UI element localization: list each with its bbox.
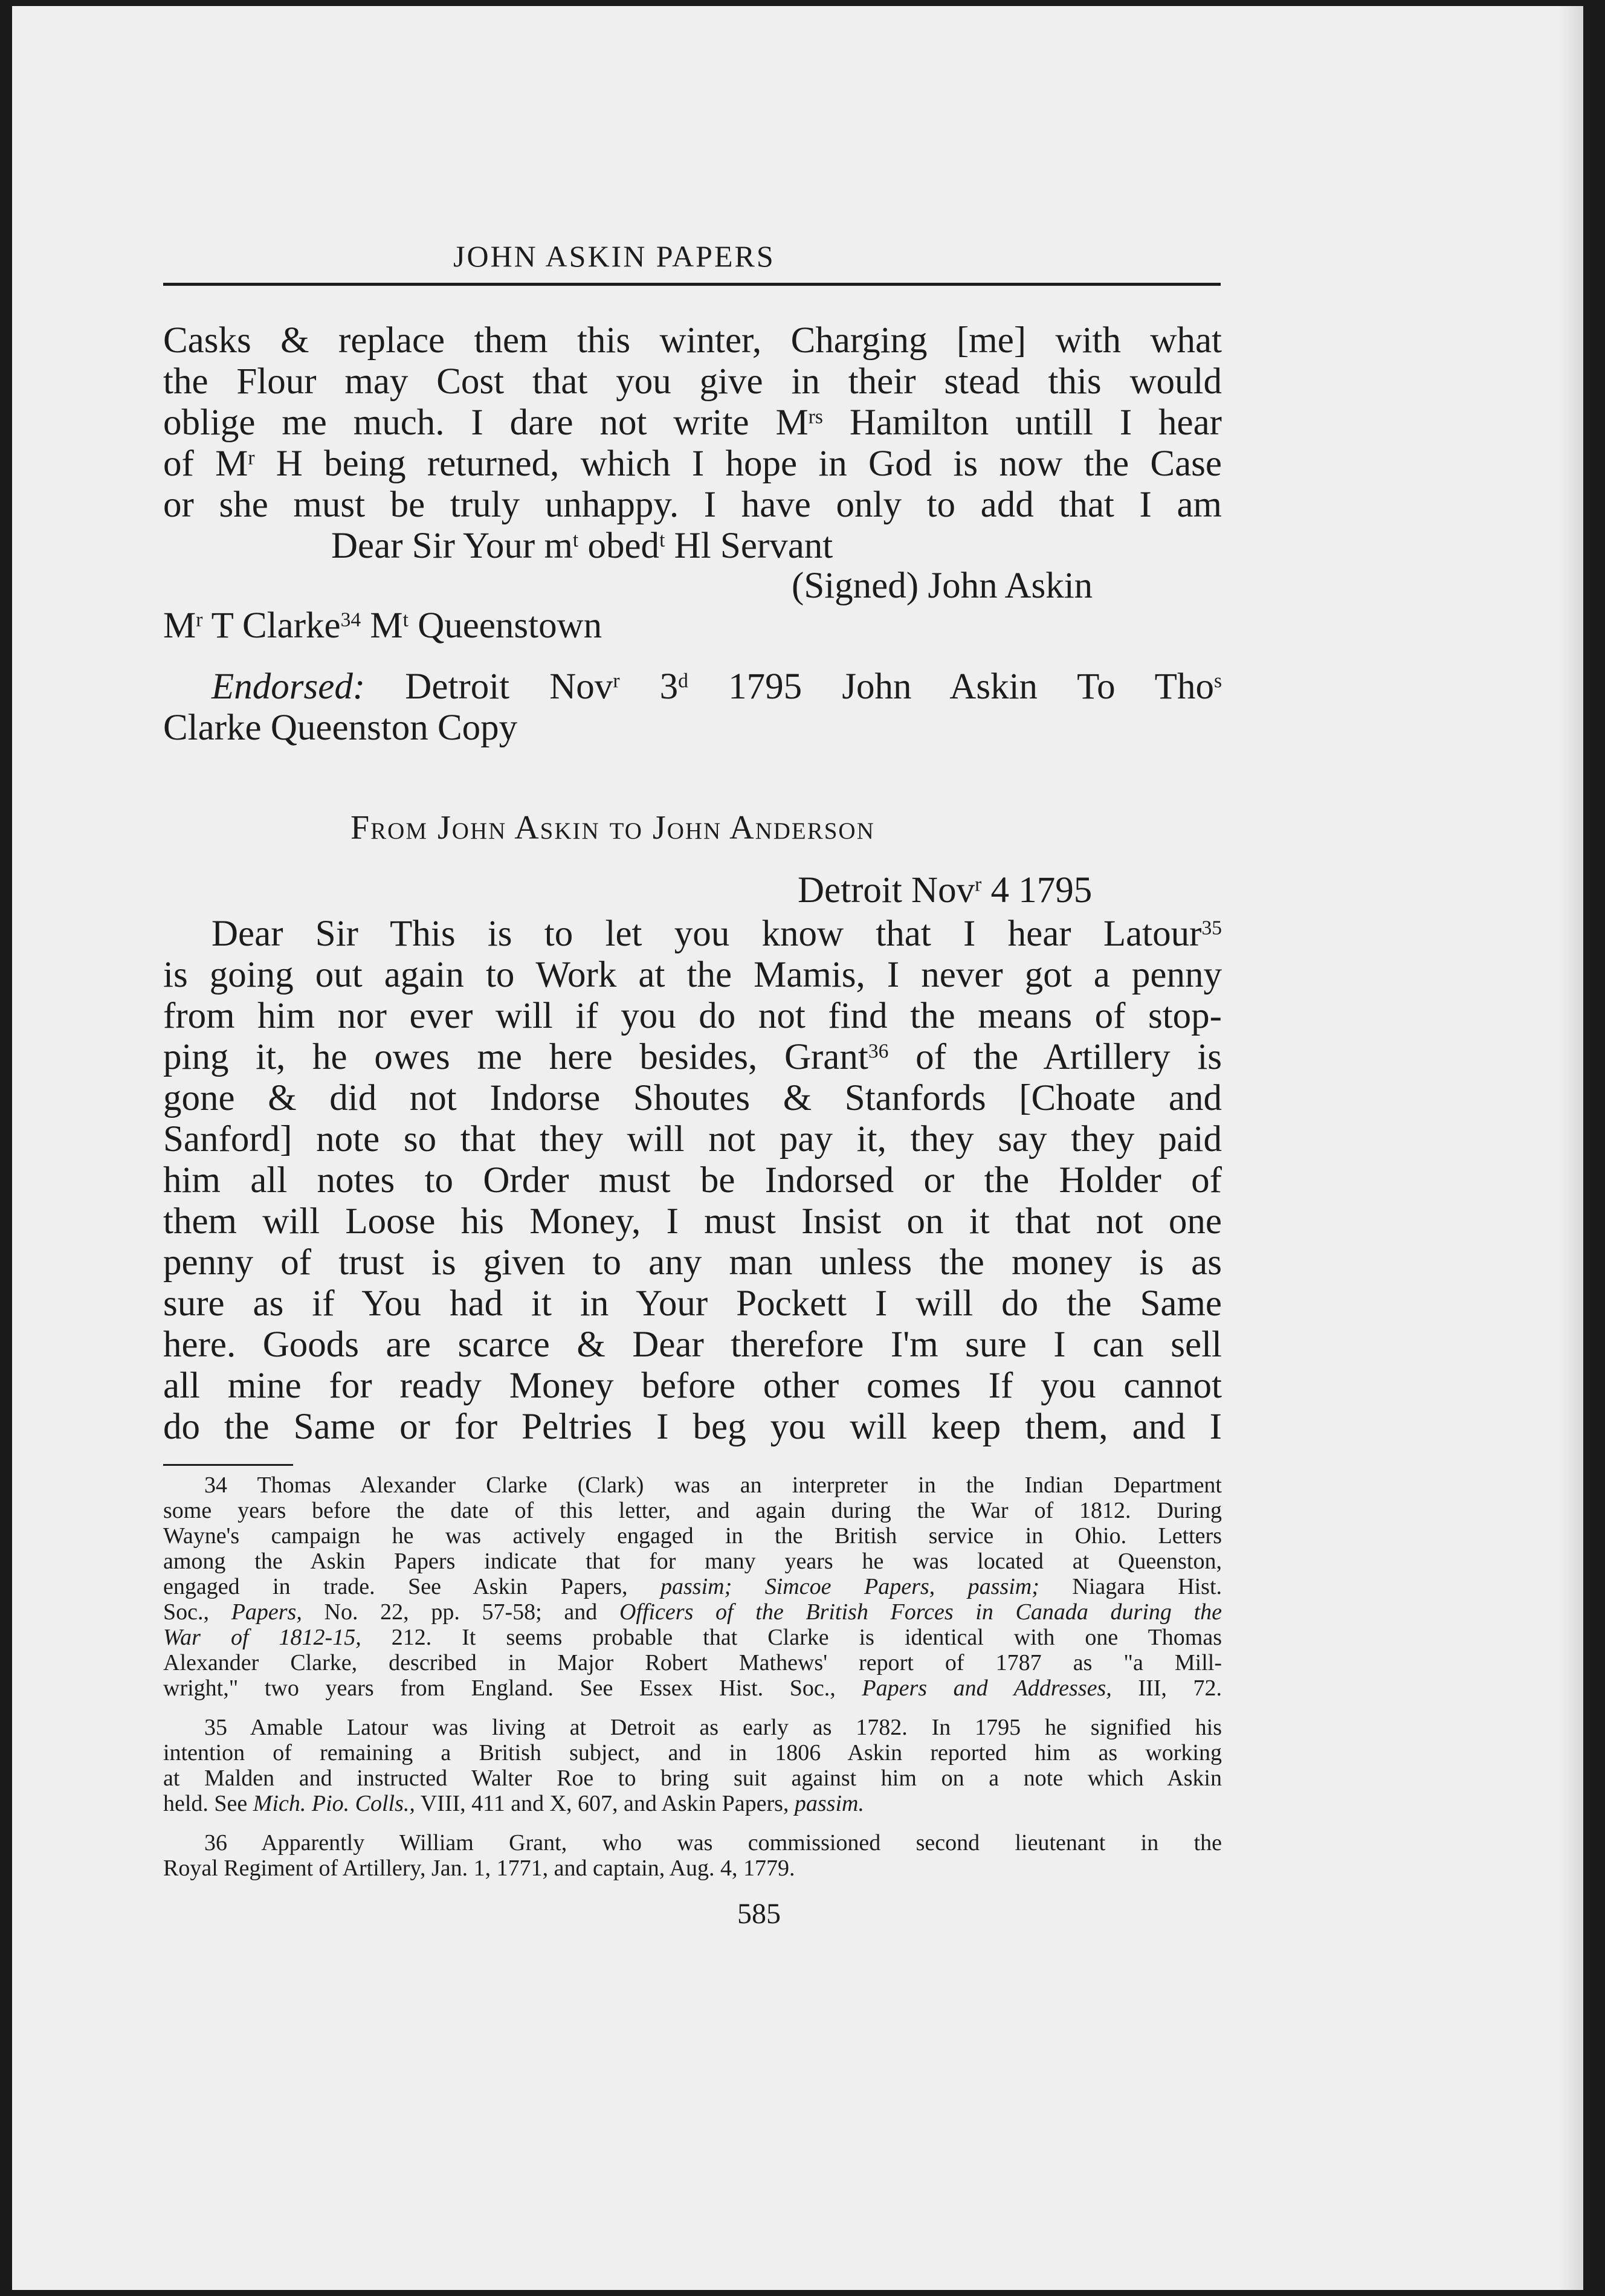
page-number: 585 bbox=[737, 1898, 781, 1930]
footnote-35-line-4: held. See Mich. Pio. Colls., VIII, 411 and X, 607, and Askin Papers, passim. bbox=[163, 1791, 864, 1816]
footnote-34-line-3: Wayne's campaign he was actively engaged in the British service in Ohio. Letters bbox=[163, 1523, 1222, 1549]
letter2-line-10: sure as if You had it in Your Pockett I will do the Same bbox=[163, 1283, 1222, 1324]
letter2-heading: From John Askin to John Anderson bbox=[350, 809, 875, 846]
letter2-line-2: is going out again to Work at the Mamis, I never got a penny bbox=[163, 955, 1222, 995]
letter2-line-7: him all notes to Order must be Indorsed or the Holder of bbox=[163, 1160, 1222, 1201]
footnote-36-line-1: 36 Apparently William Grant, who was commissioned second lieutenant in the bbox=[204, 1830, 1222, 1856]
footnote-34-line-6: Soc., Papers, No. 22, pp. 57-58; and Officers of the British Forces in Canada during the bbox=[163, 1599, 1222, 1625]
endorsement-line-1: Endorsed: Detroit Nov$^r$ 3$^d$ 1795 John Askin To Tho$^s$ bbox=[212, 666, 1222, 707]
letter2-line-13: do the Same or for Peltries I beg you will keep them, and I bbox=[163, 1407, 1222, 1447]
running-head: JOHN ASKIN PAPERS bbox=[453, 239, 775, 273]
footnote-34-line-8: Alexander Clarke, described in Major Robert Mathews' report of 1787 as "a Mill- bbox=[163, 1650, 1222, 1675]
footnote-34-line-9: wright," two years from England. See Essex Hist. Soc., Papers and Addresses, III, 72. bbox=[163, 1675, 1222, 1701]
letter1-signature: (Signed) John Askin bbox=[792, 566, 1093, 606]
footnote-rule bbox=[163, 1464, 293, 1466]
letter2-dateline: Detroit Nov$^r$ 4 1795 bbox=[798, 870, 1093, 911]
footnote-34-line-5: engaged in trade. See Askin Papers, passim; Simcoe Papers, passim; Niagara Hist. bbox=[163, 1574, 1222, 1599]
header-rule bbox=[163, 283, 1221, 286]
letter2-line-11: here. Goods are scarce & Dear therefore I'm sure I can sell bbox=[163, 1324, 1222, 1365]
letter2-line-12: all mine for ready Money before other comes If you cannot bbox=[163, 1366, 1222, 1406]
footnote-34-line-7: War of 1812-15, 212. It seems probable that Clarke is identical with one Thomas bbox=[163, 1625, 1222, 1650]
letter2-line-8: them will Loose his Money, I must Insist on it that not one bbox=[163, 1201, 1222, 1242]
letter1-line-5: or she must be truly unhappy. I have only to add that I am bbox=[163, 485, 1222, 525]
footnote-34-line-2: some years before the date of this letter, and again during the War of 1812. During bbox=[163, 1498, 1222, 1523]
footnote-34-line-1: 34 Thomas Alexander Clarke (Clark) was an interpreter in the Indian Department bbox=[204, 1472, 1222, 1498]
letter1-line-3: oblige me much. I dare not write $M^{rs}$ Hamilton untill I hear bbox=[163, 402, 1222, 443]
letter1-closing: Dear Sir Your $m^t$ obed$^t$ Hl Servant bbox=[331, 526, 833, 566]
letter2-line-1: Dear Sir This is to let you know that I hear Latour$^{35}$ bbox=[212, 914, 1222, 954]
book-page bbox=[12, 6, 1583, 2290]
letter1-line-4: of $M^r$ H being returned, which I hope in God is now the Case bbox=[163, 443, 1222, 484]
letter2-line-4: ping it, he owes me here besides, Grant$^{36}$ of the Artillery is bbox=[163, 1037, 1222, 1077]
footnote-35-line-1: 35 Amable Latour was living at Detroit as early as 1782. In 1795 he signified his bbox=[204, 1715, 1222, 1740]
endorsement-line-2: Clarke Queenston Copy bbox=[163, 708, 518, 748]
letter2-line-9: penny of trust is given to any man unless the money is as bbox=[163, 1242, 1222, 1283]
letter2-line-6: Sanford] note so that they will not pay it, they say they paid bbox=[163, 1119, 1222, 1159]
footnote-36-line-2: Royal Regiment of Artillery, Jan. 1, 1771, and captain, Aug. 4, 1779. bbox=[163, 1856, 795, 1881]
letter1-address: $M^r$ T Clarke$^{34}$ $M^t$ Queenstown bbox=[163, 605, 602, 646]
letter1-line-2: the Flour may Cost that you give in their stead this would bbox=[163, 361, 1222, 402]
footnote-35-line-2: intention of remaining a British subject, and in 1806 Askin reported him as working bbox=[163, 1740, 1222, 1766]
letter2-line-3: from him nor ever will if you do not find the means of stop- bbox=[163, 996, 1222, 1036]
footnote-35-line-3: at Malden and instructed Walter Roe to bring suit against him on a note which Askin bbox=[163, 1766, 1222, 1791]
letter1-line-1: Casks & replace them this winter, Charging [me] with what bbox=[163, 320, 1222, 361]
page-edge-shadow bbox=[1559, 6, 1583, 2290]
letter2-line-5: gone & did not Indorse Shoutes & Stanfords [Choate and bbox=[163, 1078, 1222, 1118]
footnote-34-line-4: among the Askin Papers indicate that for many years he was located at Queenston, bbox=[163, 1549, 1222, 1574]
